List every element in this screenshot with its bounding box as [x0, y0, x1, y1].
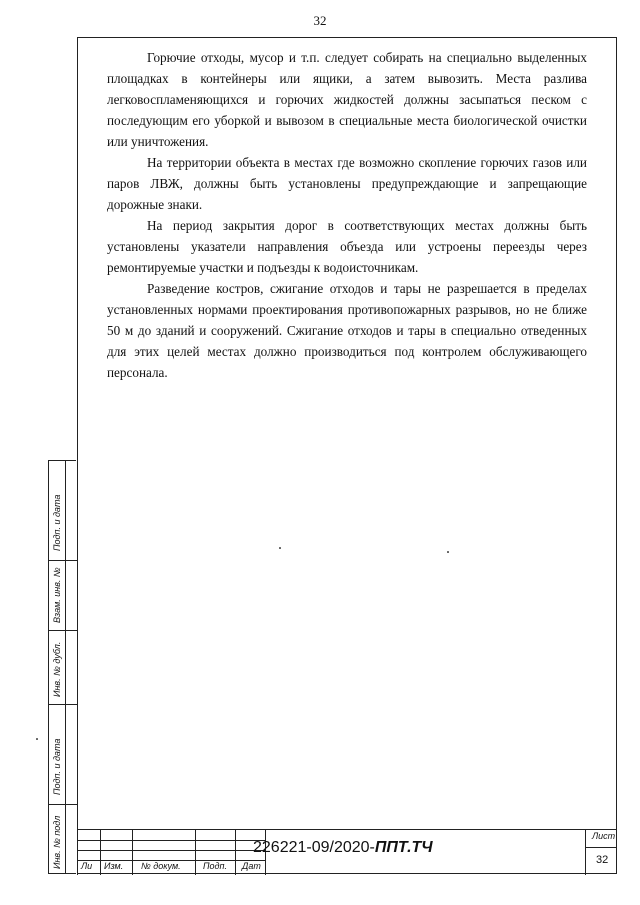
side-cell-swap-inv [49, 561, 77, 631]
tb-col-line [100, 830, 101, 875]
tb-header-izm: Изм. [104, 861, 124, 871]
sheet-number: 32 [596, 854, 609, 866]
tb-col-line [585, 830, 586, 875]
side-label-inv-orig: Инв. № подл [52, 815, 62, 869]
tb-header-podp: Подп. [203, 861, 227, 871]
side-cell-inv-dup [49, 631, 77, 705]
side-cell-inv-orig [49, 805, 77, 875]
tb-header-li: Ли [81, 861, 93, 871]
side-cell-signed-date-2 [49, 705, 77, 805]
tb-col-line [77, 830, 78, 875]
sheet-label: Лист [592, 831, 616, 841]
side-label-inv-dup: Инв. № дубл. [52, 641, 62, 697]
document-code-prefix: 226221-09/2020- [253, 839, 375, 856]
paragraph-1: Горючие отходы, мусор и т.п. следует собирать на специально выделенных площадках в контейнеры или ящики, а затем вывозить. Места разлива легковоспламеняющихся и горючих жидкостей должны засыпаться песком с последующим его уборкой и вывозом в специальные места биологической очистки или уничтожения. [107, 50, 587, 149]
tb-col-line [195, 830, 196, 875]
paragraph-2: На территории объекта в местах где возможно скопление горючих газов или паров ЛВЖ, должны быть установлены предупреждающие и запрещающие дорожные знаки. [107, 155, 587, 212]
side-label-swap-inv: Взам. инв. № [52, 567, 62, 623]
side-label-signed-date-2: Подп. и дата [52, 738, 62, 795]
tb-sheet-line [585, 847, 617, 848]
body-text [107, 47, 587, 383]
tb-row-line [77, 840, 265, 841]
document-code [253, 839, 533, 857]
tb-col-line [235, 830, 236, 875]
tb-header-date: Дат [242, 861, 261, 871]
side-stamp [48, 460, 76, 874]
scan-speck [447, 551, 449, 553]
document-code-suffix: ППТ.ТЧ [374, 839, 433, 856]
side-label-signed-date-1: Подп. и дата [52, 494, 62, 551]
page-number-top: 32 [313, 13, 327, 28]
side-cell-signed-date-1 [49, 461, 77, 561]
scan-speck [36, 738, 38, 740]
paragraph-4: Разведение костров, сжигание отходов и тары не разрешается в пределах установленных нормами проектирования противопожарных разрывов, но не ближе 50 м до зданий и сооружений. Сжигание отходов и тары в специально отведенных для этих целей местах должно производиться под контролем обслуживающего персонала. [107, 281, 587, 380]
tb-row-line [77, 850, 265, 851]
tb-header-doc: № докум. [141, 861, 181, 871]
tb-col-line [132, 830, 133, 875]
scan-speck [279, 547, 281, 549]
paragraph-3: На период закрытия дорог в соответствующих местах должны быть установлены указатели направления объезда или устроены переезды через ремонтируемые участки и подъезды к водоисточникам. [107, 218, 587, 275]
